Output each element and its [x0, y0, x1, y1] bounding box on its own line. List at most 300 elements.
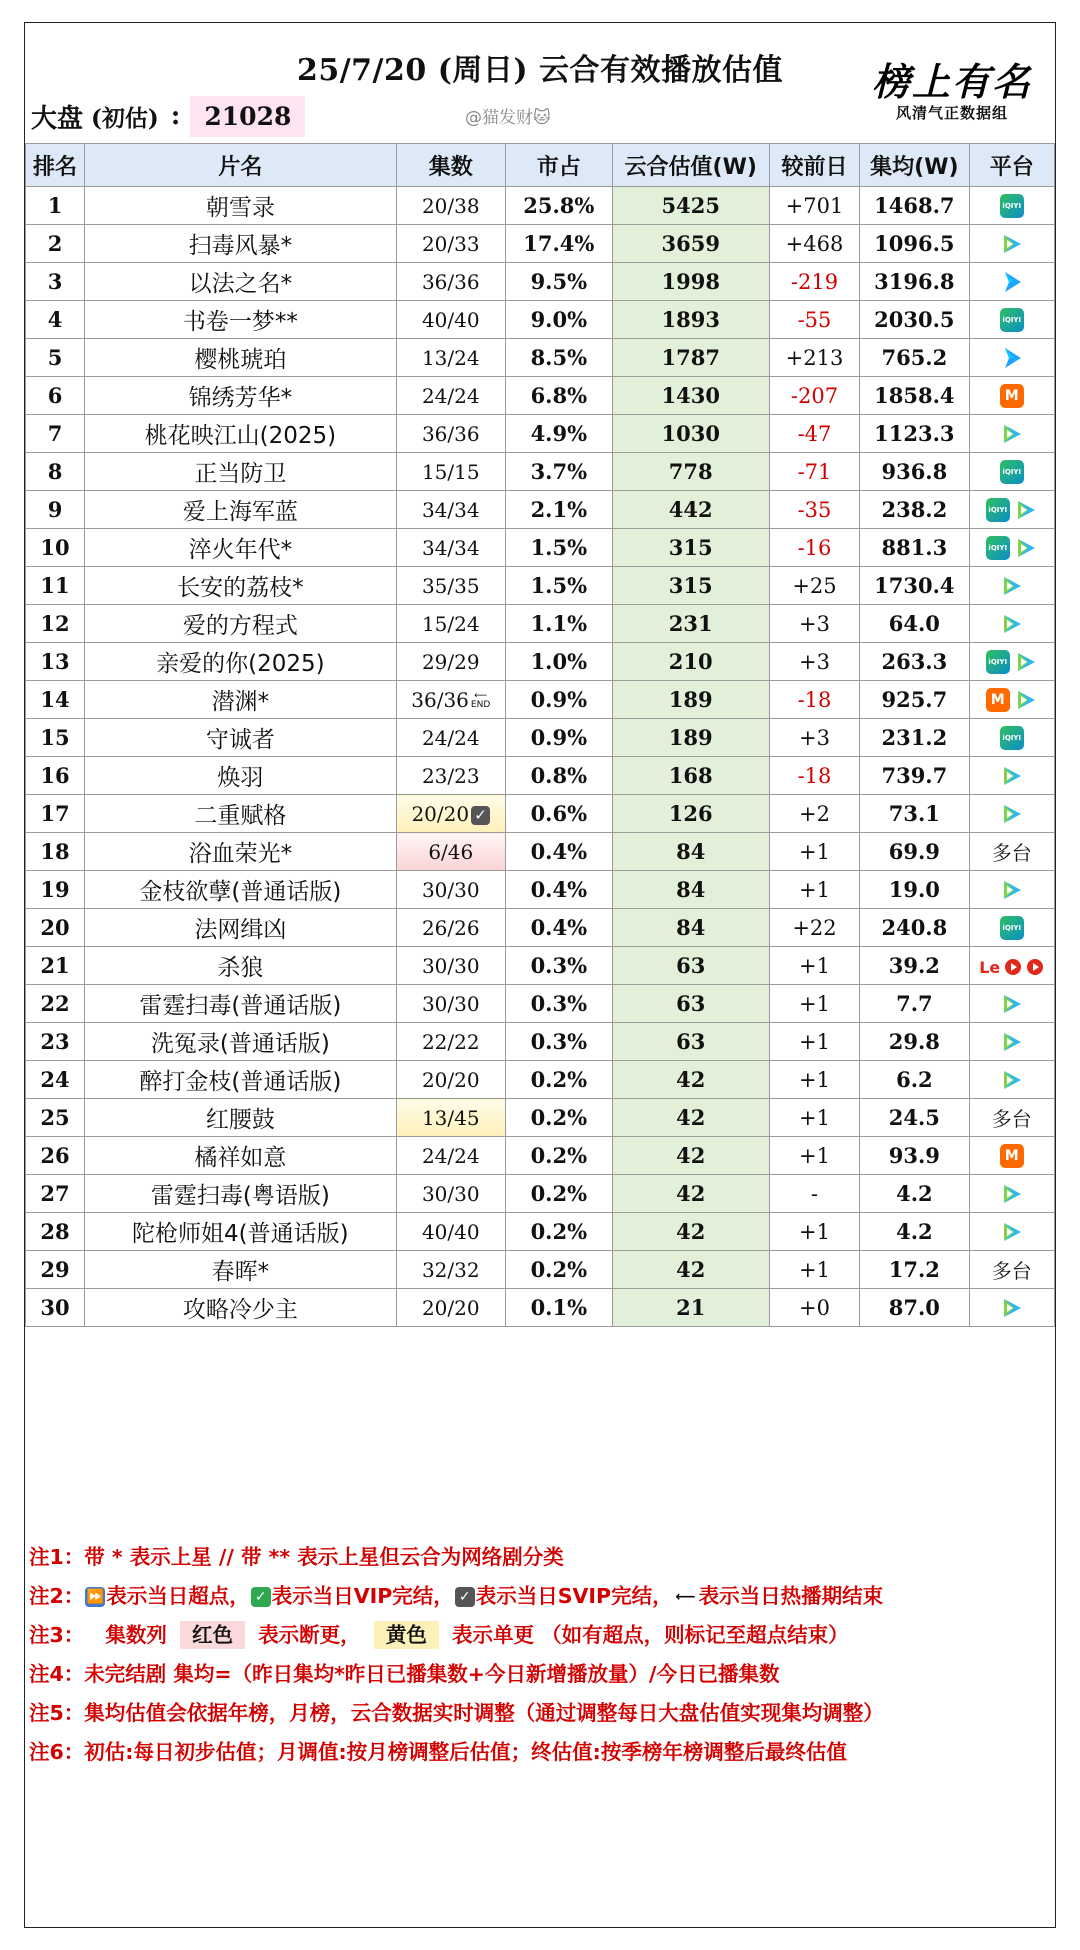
table-row [26, 643, 1055, 681]
note-3-yellow-desc: 表示单更 （如有超点，则标记至超点结束） [451, 1623, 849, 1647]
rank-cell: 9 [26, 491, 85, 529]
market-value: 21028 [190, 96, 305, 137]
avg-cell: 1096.5 [860, 225, 969, 263]
change-cell: +701 [769, 187, 859, 225]
episodes-text: 13/45 [421, 1105, 480, 1130]
iqiyi-icon: iQIYI [986, 498, 1010, 522]
rank-cell: 19 [26, 871, 85, 909]
episodes-text: 15/24 [421, 611, 480, 636]
episodes-text: 30/30 [421, 953, 480, 978]
note-3 [25, 1616, 1055, 1655]
episodes-text: 35/35 [421, 573, 480, 598]
rank-cell: 28 [26, 1213, 85, 1251]
episodes-text: 20/33 [421, 231, 480, 256]
tencent-video-icon [998, 1067, 1026, 1091]
note-2-prefix: 注2： [29, 1584, 85, 1608]
change-cell: +1 [769, 1213, 859, 1251]
market-share-cell: 9.0% [505, 301, 612, 339]
platform-cell [969, 187, 1055, 225]
footnotes [25, 1538, 1055, 1772]
table-row [26, 301, 1055, 339]
episodes-text: 23/23 [421, 763, 480, 788]
platform-cell [969, 947, 1055, 985]
episodes-cell [396, 757, 505, 795]
episodes-cell [396, 833, 505, 871]
avg-cell: 881.3 [860, 529, 969, 567]
platform-cell [969, 605, 1055, 643]
rank-cell: 23 [26, 1023, 85, 1061]
market-share-cell: 0.2% [505, 1175, 612, 1213]
change-cell: -219 [769, 263, 859, 301]
show-name-cell: 橘祥如意 [85, 1137, 397, 1175]
table-row [26, 757, 1055, 795]
tencent-video-icon [998, 1181, 1026, 1205]
value-cell: 315 [612, 567, 769, 605]
market-share-cell: 1.1% [505, 605, 612, 643]
episodes-cell [396, 1289, 505, 1327]
value-cell: 42 [612, 1137, 769, 1175]
avg-cell: 17.2 [860, 1251, 969, 1289]
platform-cell [969, 1289, 1055, 1327]
change-cell: +3 [769, 719, 859, 757]
change-cell: +1 [769, 1251, 859, 1289]
market-estimate-tag: (初估) [91, 104, 159, 132]
rank-cell: 11 [26, 567, 85, 605]
platform-cell [969, 643, 1055, 681]
table-row [26, 719, 1055, 757]
change-cell: +1 [769, 1137, 859, 1175]
change-cell: -16 [769, 529, 859, 567]
market-label: 大盘 [31, 103, 84, 134]
avg-cell: 739.7 [860, 757, 969, 795]
change-cell: +0 [769, 1289, 859, 1327]
rank-cell: 7 [26, 415, 85, 453]
platform-multi-text: 多台 [991, 841, 1032, 865]
episodes-text: 24/24 [421, 383, 480, 408]
episodes-cell [396, 985, 505, 1023]
platform-cell [969, 377, 1055, 415]
episodes-cell [396, 605, 505, 643]
avg-cell: 231.2 [860, 719, 969, 757]
show-name-cell: 淬火年代* [85, 529, 397, 567]
tencent-video-icon [1012, 687, 1040, 711]
platform-cell [969, 1099, 1055, 1137]
red-play-icon [1002, 954, 1024, 978]
show-name-cell: 杀狼 [85, 947, 397, 985]
value-cell: 63 [612, 985, 769, 1023]
episodes-text: 20/20 [421, 1067, 480, 1092]
note-6: 注6：初估:每日初步估值；月调值:按月榜调整后估值；终估值:按季榜年榜调整后最终估值 [29, 1740, 847, 1764]
avg-cell: 87.0 [860, 1289, 969, 1327]
table-row [26, 377, 1055, 415]
avg-cell: 7.7 [860, 985, 969, 1023]
episodes-text: 20/38 [421, 193, 480, 218]
avg-cell: 69.9 [860, 833, 969, 871]
market-share-cell: 25.8% [505, 187, 612, 225]
rank-cell: 13 [26, 643, 85, 681]
show-name-cell: 春晖* [85, 1251, 397, 1289]
platform-cell [969, 301, 1055, 339]
platform-cell [969, 491, 1055, 529]
table-row [26, 1099, 1055, 1137]
market-share-cell: 9.5% [505, 263, 612, 301]
rank-cell: 2 [26, 225, 85, 263]
platform-multi-text: 多台 [991, 1107, 1032, 1131]
tencent-video-icon [998, 991, 1026, 1015]
show-name-cell: 樱桃琥珀 [85, 339, 397, 377]
iqiyi-icon: iQIYI [986, 650, 1010, 674]
market-share-cell: 1.0% [505, 643, 612, 681]
tencent-video-icon [998, 231, 1026, 255]
table-row [26, 567, 1055, 605]
avg-cell: 240.8 [860, 909, 969, 947]
avg-cell: 19.0 [860, 871, 969, 909]
brand-subtitle: 风清气正数据组 [895, 104, 1008, 122]
episodes-text: 24/24 [421, 1143, 480, 1168]
value-cell: 42 [612, 1251, 769, 1289]
market-share-cell: 1.5% [505, 567, 612, 605]
value-cell: 210 [612, 643, 769, 681]
platform-cell [969, 453, 1055, 491]
market-share-cell: 4.9% [505, 415, 612, 453]
note-2-peak: 表示当日超点， [106, 1584, 250, 1608]
le-tv-icon: Le [979, 957, 1001, 977]
change-cell: +213 [769, 339, 859, 377]
value-cell: 1893 [612, 301, 769, 339]
rank-cell: 8 [26, 453, 85, 491]
episodes-cell [396, 491, 505, 529]
table-row [26, 263, 1055, 301]
show-name-cell: 雷霆扫毒(普通话版) [85, 985, 397, 1023]
mango-tv-icon: M [986, 688, 1010, 712]
show-name-cell: 扫毒风暴* [85, 225, 397, 263]
episodes-text: 29/29 [421, 649, 480, 674]
rank-cell: 6 [26, 377, 85, 415]
episodes-cell [396, 947, 505, 985]
episodes-cell [396, 681, 505, 719]
episodes-cell [396, 339, 505, 377]
market-share-cell: 0.2% [505, 1137, 612, 1175]
episodes-cell [396, 1213, 505, 1251]
market-share-cell: 0.3% [505, 1023, 612, 1061]
show-name-cell: 守诚者 [85, 719, 397, 757]
table-row [26, 339, 1055, 377]
table-row [26, 833, 1055, 871]
market-share-cell: 0.2% [505, 1099, 612, 1137]
note-3-prefix: 注3： [29, 1623, 85, 1647]
value-cell: 42 [612, 1099, 769, 1137]
episodes-cell [396, 567, 505, 605]
table-row [26, 491, 1055, 529]
tencent-video-icon [1012, 535, 1040, 559]
rank-cell: 4 [26, 301, 85, 339]
note-4: 注4：未完结剧 集均=（昨日集均*昨日已播集数+今日新增播放量）/今日已播集数 [29, 1662, 780, 1686]
show-name-cell: 锦绣芳华* [85, 377, 397, 415]
episodes-cell [396, 187, 505, 225]
page-title: 25/7/20 (周日) 云合有效播放估值 [296, 53, 784, 88]
platform-cell [969, 757, 1055, 795]
col-header-share: 市占 [505, 144, 612, 187]
mango-tv-icon: M [1000, 1144, 1024, 1168]
episodes-text: 36/36 [421, 269, 480, 294]
value-cell: 42 [612, 1061, 769, 1099]
value-cell: 42 [612, 1175, 769, 1213]
value-cell: 63 [612, 947, 769, 985]
change-cell: +1 [769, 1023, 859, 1061]
episodes-text: 40/40 [421, 1219, 480, 1244]
table-row [26, 909, 1055, 947]
episodes-text: 34/34 [421, 497, 480, 522]
market-share-cell: 0.2% [505, 1251, 612, 1289]
platform-cell [969, 225, 1055, 263]
rank-cell: 21 [26, 947, 85, 985]
market-share-cell: 17.4% [505, 225, 612, 263]
episodes-cell [396, 909, 505, 947]
author-watermark: @猫发财🐱 [465, 108, 551, 128]
rank-cell: 22 [26, 985, 85, 1023]
show-name-cell: 亲爱的你(2025) [85, 643, 397, 681]
value-cell: 315 [612, 529, 769, 567]
episodes-cell [396, 1061, 505, 1099]
col-header-value: 云合估值(W) [612, 144, 769, 187]
show-name-cell: 红腰鼓 [85, 1099, 397, 1137]
tencent-video-icon [998, 877, 1026, 901]
change-cell: +1 [769, 985, 859, 1023]
platform-cell [969, 681, 1055, 719]
platform-cell [969, 529, 1055, 567]
table-row [26, 1213, 1055, 1251]
episodes-text: 20/20 [411, 801, 470, 826]
value-cell: 21 [612, 1289, 769, 1327]
episodes-cell [396, 719, 505, 757]
tencent-video-icon [998, 1219, 1026, 1243]
episodes-cell [396, 1175, 505, 1213]
fast-forward-icon: ⏩ [86, 1589, 104, 1605]
avg-cell: 73.1 [860, 795, 969, 833]
platform-cell [969, 795, 1055, 833]
show-name-cell: 金枝欲孽(普通话版) [85, 871, 397, 909]
rank-cell: 18 [26, 833, 85, 871]
note-2-end: 表示当日热播期结束 [698, 1584, 884, 1608]
platform-cell [969, 871, 1055, 909]
change-cell: +1 [769, 833, 859, 871]
market-share-cell: 0.9% [505, 719, 612, 757]
rank-cell: 12 [26, 605, 85, 643]
episodes-cell [396, 795, 505, 833]
market-share-cell: 2.1% [505, 491, 612, 529]
rank-cell: 29 [26, 1251, 85, 1289]
col-header-episodes: 集数 [396, 144, 505, 187]
note-2-vip: 表示当日VIP完结， [271, 1584, 454, 1608]
change-cell: -55 [769, 301, 859, 339]
platform-cell [969, 339, 1055, 377]
table-row [26, 1137, 1055, 1175]
check-gray-icon: ✓ [455, 1587, 475, 1607]
change-cell: - [769, 1175, 859, 1213]
tencent-video-icon [998, 1295, 1026, 1319]
value-cell: 126 [612, 795, 769, 833]
rank-cell: 15 [26, 719, 85, 757]
change-cell: +1 [769, 1099, 859, 1137]
show-name-cell: 浴血荣光* [85, 833, 397, 871]
rank-cell: 27 [26, 1175, 85, 1213]
value-cell: 84 [612, 833, 769, 871]
rank-cell: 30 [26, 1289, 85, 1327]
platform-cell [969, 1213, 1055, 1251]
value-cell: 1787 [612, 339, 769, 377]
value-cell: 231 [612, 605, 769, 643]
tencent-video-icon [998, 421, 1026, 445]
iqiyi-icon: iQIYI [986, 536, 1010, 560]
avg-cell: 936.8 [860, 453, 969, 491]
tencent-video-icon [998, 573, 1026, 597]
show-name-cell: 醉打金枝(普通话版) [85, 1061, 397, 1099]
change-cell: +25 [769, 567, 859, 605]
change-cell: +3 [769, 643, 859, 681]
value-cell: 3659 [612, 225, 769, 263]
avg-cell: 4.2 [860, 1213, 969, 1251]
table-row [26, 1251, 1055, 1289]
value-cell: 5425 [612, 187, 769, 225]
show-name-cell: 爱上海军蓝 [85, 491, 397, 529]
change-cell: -71 [769, 453, 859, 491]
show-name-cell: 法网缉凶 [85, 909, 397, 947]
end-marker-text: END [470, 700, 491, 710]
episodes-text: 30/30 [421, 877, 480, 902]
show-name-cell: 以法之名* [85, 263, 397, 301]
tencent-video-icon [998, 801, 1026, 825]
value-cell: 1430 [612, 377, 769, 415]
avg-cell: 6.2 [860, 1061, 969, 1099]
rank-cell: 26 [26, 1137, 85, 1175]
rank-cell: 10 [26, 529, 85, 567]
value-cell: 189 [612, 719, 769, 757]
table-row [26, 871, 1055, 909]
show-name-cell: 陀枪师姐4(普通话版) [85, 1213, 397, 1251]
market-share-cell: 0.6% [505, 795, 612, 833]
episodes-cell [396, 225, 505, 263]
platform-cell [969, 833, 1055, 871]
youku-icon [998, 345, 1026, 369]
episodes-text: 30/30 [421, 1181, 480, 1206]
avg-cell: 2030.5 [860, 301, 969, 339]
show-name-cell: 焕羽 [85, 757, 397, 795]
tencent-video-icon [1012, 649, 1040, 673]
episodes-cell [396, 871, 505, 909]
platform-cell [969, 263, 1055, 301]
episodes-text: 40/40 [421, 307, 480, 332]
episodes-text: 20/20 [421, 1295, 480, 1320]
change-cell: -207 [769, 377, 859, 415]
rank-cell: 1 [26, 187, 85, 225]
table-body [26, 187, 1055, 1327]
table-row [26, 1175, 1055, 1213]
market-share-cell: 8.5% [505, 339, 612, 377]
episodes-text: 22/22 [421, 1029, 480, 1054]
episodes-text: 24/24 [421, 725, 480, 750]
col-header-rank: 排名 [26, 144, 85, 187]
platform-cell [969, 567, 1055, 605]
avg-cell: 1468.7 [860, 187, 969, 225]
rank-cell: 5 [26, 339, 85, 377]
show-name-cell: 爱的方程式 [85, 605, 397, 643]
platform-cell [969, 1137, 1055, 1175]
market-share-cell: 0.3% [505, 947, 612, 985]
show-name-cell: 正当防卫 [85, 453, 397, 491]
show-name-cell: 朝雪录 [85, 187, 397, 225]
check-green-icon: ✓ [251, 1587, 271, 1607]
note-3-yellow-swatch: 黄色 [374, 1621, 439, 1649]
market-share-cell: 0.4% [505, 871, 612, 909]
brand-logo-text: 榜上有名 [871, 59, 1032, 104]
market-share-cell: 6.8% [505, 377, 612, 415]
avg-cell: 3196.8 [860, 263, 969, 301]
rank-cell: 20 [26, 909, 85, 947]
end-arrow-icon: ⟵ [675, 1589, 696, 1605]
episodes-cell [396, 377, 505, 415]
table-row [26, 681, 1055, 719]
note-2 [25, 1577, 1055, 1616]
iqiyi-icon: iQIYI [1000, 726, 1024, 750]
table-row [26, 1023, 1055, 1061]
change-cell: +2 [769, 795, 859, 833]
value-cell: 1030 [612, 415, 769, 453]
end-arrow-icon: ⟵ END [470, 691, 491, 710]
table-row [26, 985, 1055, 1023]
value-cell: 168 [612, 757, 769, 795]
market-share-cell: 0.9% [505, 681, 612, 719]
table-row [26, 1061, 1055, 1099]
table-row [26, 415, 1055, 453]
avg-cell: 1123.3 [860, 415, 969, 453]
avg-cell: 925.7 [860, 681, 969, 719]
episodes-text: 32/32 [421, 1257, 480, 1282]
avg-cell: 64.0 [860, 605, 969, 643]
note-5: 注5：集均估值会依据年榜，月榜，云合数据实时调整（通过调整每日大盘估值实现集均调整） [29, 1701, 884, 1725]
change-cell: +468 [769, 225, 859, 263]
show-name-cell: 攻略冷少主 [85, 1289, 397, 1327]
tencent-video-icon [1012, 497, 1040, 521]
table-row [26, 795, 1055, 833]
table-row [26, 187, 1055, 225]
episodes-cell [396, 263, 505, 301]
episodes-cell [396, 1137, 505, 1175]
market-total [31, 91, 305, 141]
show-name-cell: 洗冤录(普通话版) [85, 1023, 397, 1061]
episodes-text: 34/34 [421, 535, 480, 560]
value-cell: 778 [612, 453, 769, 491]
col-header-change: 较前日 [769, 144, 859, 187]
episodes-text: 36/36 [421, 421, 480, 446]
value-cell: 189 [612, 681, 769, 719]
mango-tv-icon: M [1000, 384, 1024, 408]
market-share-cell: 0.8% [505, 757, 612, 795]
market-colon: : [170, 101, 181, 131]
table-row [26, 605, 1055, 643]
table-header-row [26, 144, 1055, 187]
svip-complete-icon: ✓ [471, 806, 490, 825]
market-share-cell: 0.4% [505, 909, 612, 947]
avg-cell: 238.2 [860, 491, 969, 529]
ranking-table [25, 143, 1055, 1327]
show-name-cell: 潜渊* [85, 681, 397, 719]
market-share-cell: 1.5% [505, 529, 612, 567]
platform-cell [969, 415, 1055, 453]
iqiyi-icon: iQIYI [1000, 460, 1024, 484]
market-share-cell: 0.3% [505, 985, 612, 1023]
note-3-red-desc: 表示断更， [258, 1623, 361, 1647]
note-2-svip: 表示当日SVIP完结， [475, 1584, 673, 1608]
